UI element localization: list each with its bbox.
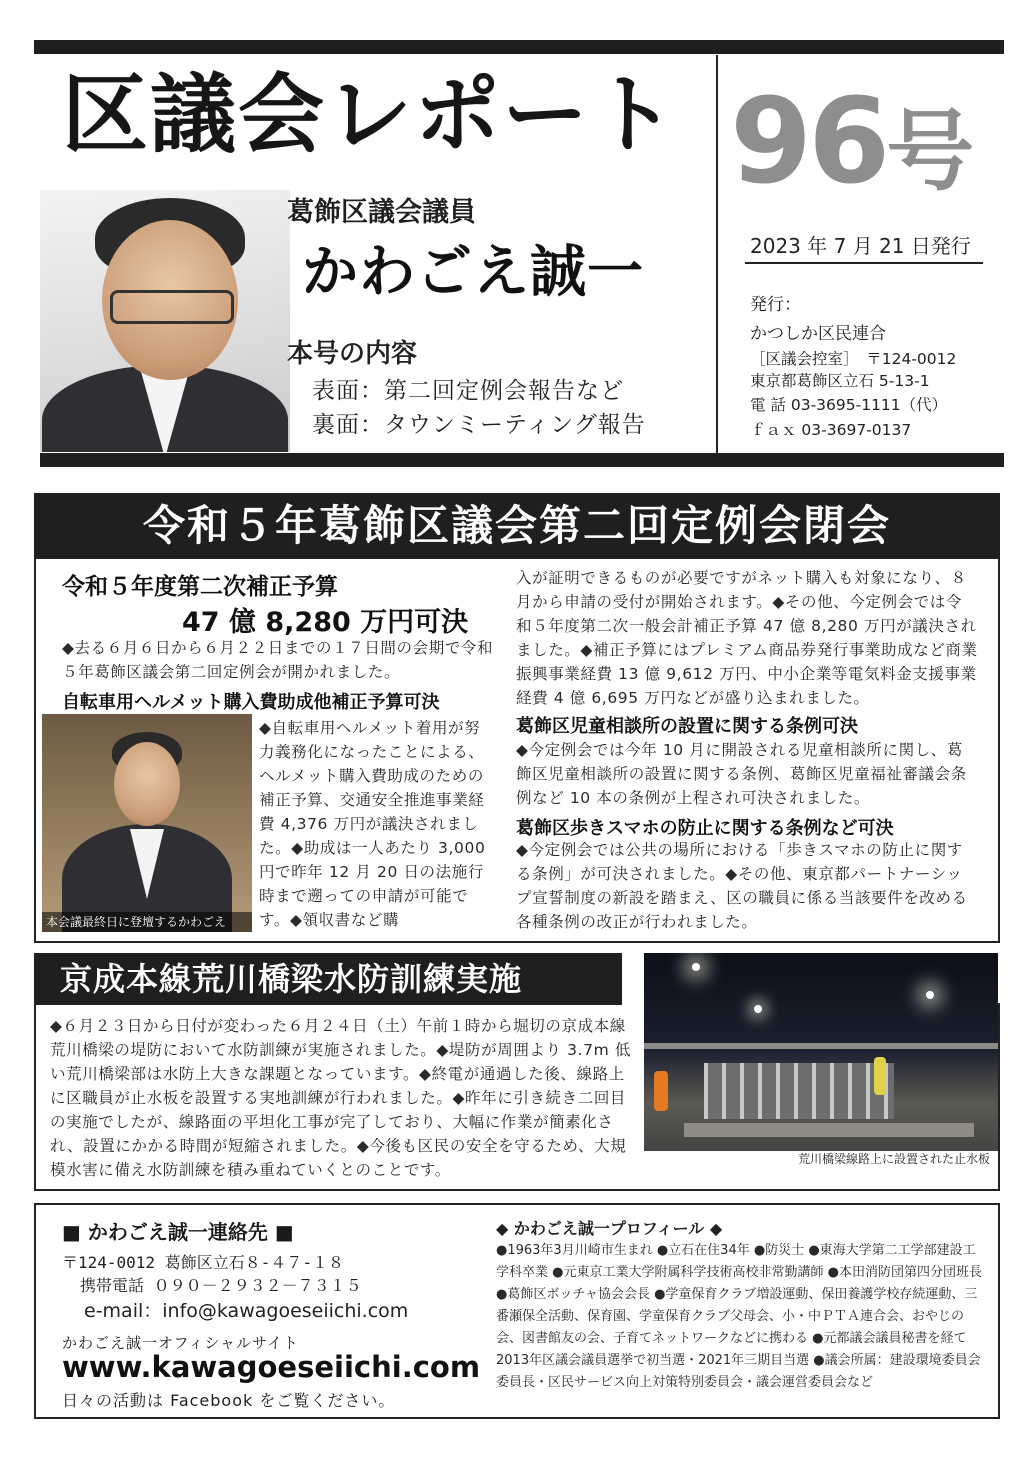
assembly-photo-caption: 本会議最終日に登壇するかわごえ xyxy=(42,912,252,932)
contact-mobile: 携帯電話 ０９０－２９３２－７３１５ xyxy=(80,1276,362,1295)
site-label: かわごえ誠一オフィシャルサイト xyxy=(62,1334,300,1352)
child-guidance-subheading: 葛飾区児童相談所の設置に関する条例可決 xyxy=(516,716,858,737)
publisher-tel: 電 話 03-3695-1111（代） xyxy=(750,396,948,414)
flood-drill-photo xyxy=(644,953,998,1169)
publisher-org: かつしか区民連合 xyxy=(750,324,886,344)
publisher-office: ［区議会控室］ 〒124-0012 xyxy=(750,350,957,368)
member-role: 葛飾区議会議員 xyxy=(287,197,476,228)
contact-email[interactable]: e-mail：info@kawagoeseiichi.com xyxy=(84,1300,409,1322)
child-guidance-body: ◆今定例会では今年 10 月に開設される児童相談所に関し、葛飾区児童相談所の設置に関する条例、葛飾区児童福祉審議会条例など 10 本の条例が上程され可決されました。 xyxy=(516,741,967,807)
contact-heading: ■ かわごえ誠一連絡先 ■ xyxy=(62,1220,294,1244)
date-underline xyxy=(745,262,983,264)
contact-address: 〒124-0012 葛飾区立石８-４７-１８ xyxy=(62,1253,344,1272)
assembly-photo xyxy=(42,714,252,932)
profile-heading: ◆ かわごえ誠一プロフィール ◆ xyxy=(496,1219,723,1238)
top-bar xyxy=(34,40,1004,54)
report-title: 区議会レポート xyxy=(62,65,678,165)
toc-item-back: 裏面：タウンミーティング報告 xyxy=(312,412,646,438)
smartphone-body: ◆今定例会では公共の場所における「歩きスマホの防止に関する条例」が可決されました。◆その他、東京都パートナーシップ宣誓制度の新設を踏まえ、区の職員に係る当該要件を改める各種条例の改正が行われました。 xyxy=(516,841,968,931)
budget-headline-2: 47 億 8,280 万円可決 xyxy=(182,607,469,638)
smartphone-subheading: 葛飾区歩きスマホの防止に関する条例など可決 xyxy=(516,818,894,839)
member-name: かわごえ誠一 xyxy=(302,240,644,305)
portrait-photo xyxy=(40,190,290,452)
toc-heading: 本号の内容 xyxy=(287,339,418,369)
publisher-address: 東京都葛飾区立石 5-13-1 xyxy=(750,372,930,390)
session-intro: ◆去る６月６日から６月２２日までの１７日間の会期で令和５年葛飾区議会第二回定例会が開かれました。 xyxy=(62,639,494,681)
toc-item-front: 表面：第二回定例会報告など xyxy=(312,378,624,404)
header-bottom-bar xyxy=(40,453,1004,467)
helmet-subheading: 自転車用ヘルメット購入費助成他補正予算可決 xyxy=(62,692,440,713)
issue-number: 96号 xyxy=(730,72,975,210)
header-divider xyxy=(716,55,718,453)
budget-headline-1: 令和５年度第二次補正予算 xyxy=(62,574,338,600)
section2-banner: 京成本線荒川橋梁水防訓練実施 xyxy=(34,953,622,1005)
budget-body: 入が証明できるものが必要ですがネット購入も対象になり、８月から申請の受付が開始されます。◆その他、今定例会では令和５年度第二次一般会計補正予算 47 億 8,280 万円が議決されました。◆補正予算にはプレミアム商品券発行事業助成など商業振興事業経費 13 億 9,612 万円、中小企業等電気料金支援事業経費 4 億 6,695 万円などが盛り込まれました。 xyxy=(516,569,978,707)
flood-drill-body: ◆６月２３日から日付が変わった６月２４日（土）午前１時から堀切の京成本線荒川橋梁の堤防において水防訓練が実施されました。◆堤防が周囲より 3.7m 低い荒川橋梁部は水防上大きな課題となっています。◆終電が通過した後、線路上に区職員が止水板を設置する実地訓練が行われました。◆昨年に引き続き二回目の実施でしたが、線路面の平坦化工事が完了しており、大幅に作業が簡素化され、設置にかかる時間が短縮されました。◆今後も区民の安全を守るため、大規模水害に備え水防訓練を積み重ねていくとのことです。 xyxy=(50,1017,631,1179)
facebook-note: 日々の活動は Facebook をご覧ください。 xyxy=(62,1391,396,1410)
profile-body: ●1963年3月川崎市生まれ ●立石在住34年 ●防災士 ●東海大学第二工学部建設工学科卒業 ●元東京工業大学附属科学技術高校非常勤講師 ●本田消防団第四分団班長 ●葛飾区ボッチャ協会会長 ●学童保育クラブ増設運動、保田養護学校存続運動、三番瀬保全活動、保育園、学童保育クラブ父母会、小・中ＰＴＡ連合会、おやじの会、図書館友の会、子育てネットワークなどに携わる ●元都議会議員秘書を経て2013年区議会議員選挙で初当選・2021年三期目当選 ●議会所属：建設環境委員会委員長・区民サービス向上対策特別委員会・議会運営委員会など xyxy=(496,1243,982,1390)
publisher-fax: ｆａｘ 03-3697-0137 xyxy=(750,421,912,439)
issue-date: 2023 年 7 月 21 日発行 xyxy=(750,234,971,258)
helmet-body: ◆自転車用ヘルメット着用が努力義務化になったことによる、ヘルメット購入費助成のための補正予算、交通安全推進事業経費 4,376 万円が議決されました。◆助成は一人あたり 3,000 円で昨年 12 月 20 日の法施行時まで遡っての申請が可能です。◆領収書など購 xyxy=(259,719,486,929)
site-url-link[interactable]: www.kawagoeseiichi.com xyxy=(62,1350,481,1384)
section1-banner: 令和５年葛飾区議会第二回定例会閉会 xyxy=(34,493,1000,559)
flood-drill-photo-caption: 荒川橋梁線路上に設置された止水板 xyxy=(797,1152,990,1166)
publisher-label: 発行： xyxy=(750,295,801,315)
